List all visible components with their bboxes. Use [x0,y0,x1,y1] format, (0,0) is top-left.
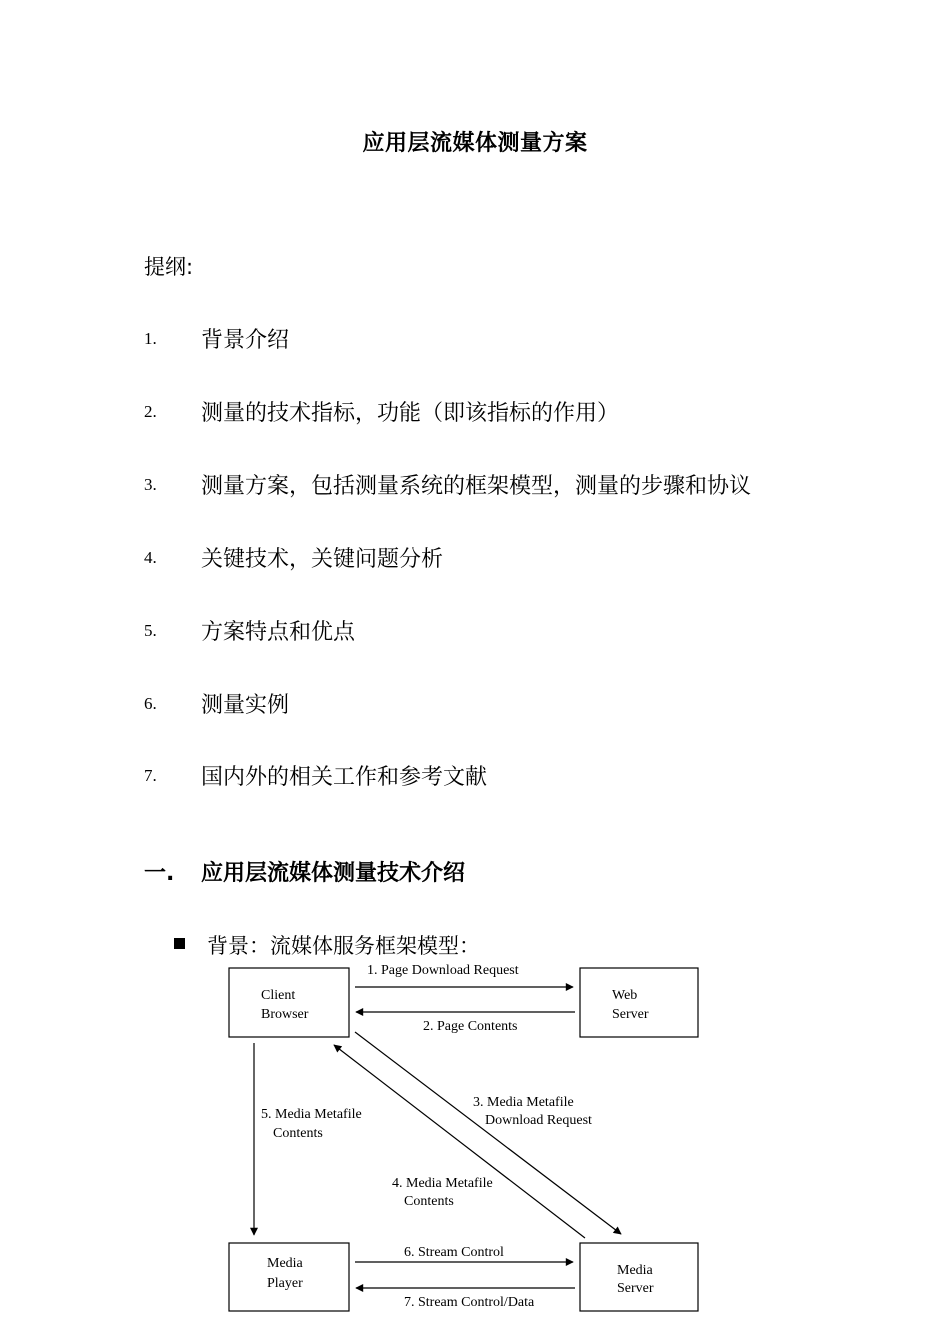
outline-item-text: 国内外的相关工作和参考文献 [201,765,488,790]
label-page-contents: 2. Page Contents [423,1019,518,1034]
media-server-node [580,1243,698,1311]
outline-item-text: 方案特点和优点 [201,620,356,645]
outline-item-number: 1. [144,329,157,348]
client-browser-label-1: Client [261,988,296,1003]
label-metafile-contents-2: Contents [404,1194,454,1209]
section-number: 一. [144,861,175,886]
web-server-box [580,968,698,1037]
outline-item-number: 6. [144,694,157,713]
label-page-download-request: 1. Page Download Request [367,963,519,978]
outline-item-text: 测量方案，包括测量系统的框架模型，测量的步骤和协议 [201,474,752,499]
web-server-label-2: Server [612,1007,649,1022]
web-server-label-1: Web [612,988,638,1003]
label-metafile-contents-1: 4. Media Metafile [392,1176,493,1191]
client-browser-node [229,968,349,1037]
outline-label: 提纲: [144,255,194,279]
section-title: 应用层流媒体测量技术介绍 [201,861,466,886]
label-browser-to-player-1: 5. Media Metafile [261,1107,362,1122]
outline-item-number: 7. [144,766,157,785]
label-metafile-download-request-1: 3. Media Metafile [473,1095,574,1110]
label-stream-data: 7. Stream Control/Data [404,1295,535,1310]
outline-item-number: 4. [144,548,157,567]
web-server-node [580,968,698,1037]
outline-item-number: 2. [144,402,157,421]
label-stream-control: 6. Stream Control [404,1245,504,1260]
media-server-label-2: Server [617,1281,654,1296]
media-player-node [229,1243,349,1311]
label-metafile-download-request-2: Download Request [485,1113,592,1128]
media-server-label-1: Media [617,1263,653,1278]
outline-item-number: 5. [144,621,157,640]
arrow-metafile-contents [334,1045,585,1238]
outline-item-text: 背景介绍 [201,328,290,353]
media-player-label-2: Player [267,1276,303,1291]
media-player-label-1: Media [267,1256,303,1271]
outline-item-text: 测量实例 [201,693,290,718]
client-browser-label-2: Browser [261,1007,309,1022]
outline-item-text: 测量的技术指标，功能（即该指标的作用） [201,401,620,426]
outline-item-number: 3. [144,475,157,494]
outline-item-text: 关键技术，关键问题分析 [201,547,444,572]
bullet-text: 背景：流媒体服务框架模型： [207,934,480,958]
page-title: 应用层流媒体测量方案 [362,131,588,156]
arrow-metafile-download-request [355,1032,621,1234]
label-browser-to-player-2: Contents [273,1126,323,1141]
